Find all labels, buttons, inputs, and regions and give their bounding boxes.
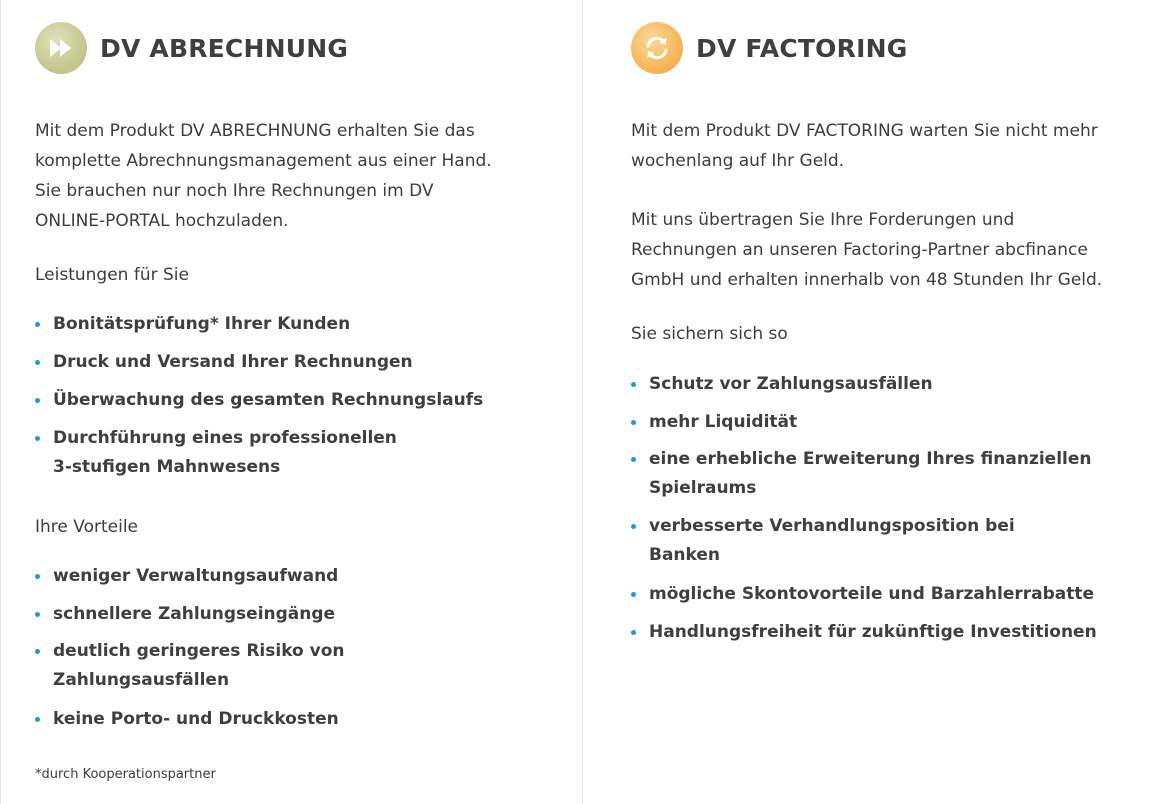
intro-line: Sie brauchen nur noch Ihre Rechnungen im DV [35,181,434,201]
intro-line: Mit uns übertragen Sie Ihre Forderungen und [631,210,1015,230]
bullet-dot [35,436,40,441]
dv-factoring-details [631,205,1102,295]
bullet-dot [35,649,40,654]
bullet-dot [631,420,636,425]
intro-line: GmbH und erhalten innerhalb von 48 Stunden Ihr Geld. [631,270,1103,290]
bullet-dot [631,457,636,462]
list-item-text: 3-stufigen Mahnwesens [53,457,281,477]
list-item-text: deutlich geringeres Risiko von [53,641,345,661]
bullet-dot [631,592,636,597]
intro-line: komplette Abrechnungsmanagement aus einer Hand. [35,151,492,171]
fast-forward-icon [35,22,87,74]
list-item-text: Druck und Versand Ihrer Rechnungen [53,352,413,372]
dv-factoring-title: DV FACTORING [696,33,908,63]
list-item-text: weniger Verwaltungsaufwand [53,566,339,586]
bullet-dot [35,398,40,403]
dv-abrechnung-header [35,22,348,74]
list-item-text: Schutz vor Zahlungsausfällen [649,374,933,394]
list-item-text: Handlungsfreiheit für zukünftige Investitionen [649,622,1097,642]
list-item-text: verbesserte Verhandlungsposition bei [649,516,1015,536]
list-item-text: eine erhebliche Erweiterung Ihres finanziellen [649,449,1092,469]
intro-line: Mit dem Produkt DV ABRECHNUNG erhalten Sie das [35,121,475,141]
intro-line: Rechnungen an unseren Factoring-Partner abcfinance [631,240,1088,260]
column-divider [582,0,583,804]
bullet-dot [35,612,40,617]
bullet-dot [631,524,636,529]
intro-line: ONLINE-PORTAL hochzuladen. [35,211,289,231]
bullet-dot [35,360,40,365]
list-item-text: Durchführung eines professionellen [53,428,397,448]
refresh-icon [631,22,683,74]
list-item-text: schnellere Zahlungseingänge [53,604,336,624]
list-item-text: keine Porto- und Druckkosten [53,709,339,729]
services-heading: Leistungen für Sie [35,265,189,285]
list-item-text: Banken [649,545,721,565]
dv-abrechnung-intro [35,116,492,236]
bullet-dot [631,382,636,387]
dv-factoring-intro [631,116,1098,176]
list-item-text: mehr Liquidität [649,412,798,432]
intro-line: wochenlang auf Ihr Geld. [631,151,845,171]
list-item-text: Zahlungsausfällen [53,670,230,690]
bullet-dot [35,574,40,579]
list-item-text: mögliche Skontovorteile und Barzahlerrabatte [649,584,1095,604]
bullet-dot [35,322,40,327]
list-item-text: Spielraums [649,478,757,498]
footnote: *durch Kooperationspartner [35,767,216,782]
list-item-text: Überwachung des gesamten Rechnungslaufs [53,390,484,410]
intro-line: Mit dem Produkt DV FACTORING warten Sie nicht mehr [631,121,1098,141]
bullet-dot [35,717,40,722]
dv-factoring-header [631,22,907,74]
bullet-dot [631,630,636,635]
list-item-text: Bonitätsprüfung* Ihrer Kunden [53,314,351,334]
dv-abrechnung-title: DV ABRECHNUNG [100,33,349,63]
advantages-heading: Ihre Vorteile [35,517,138,537]
benefits-heading: Sie sichern sich so [631,324,788,344]
